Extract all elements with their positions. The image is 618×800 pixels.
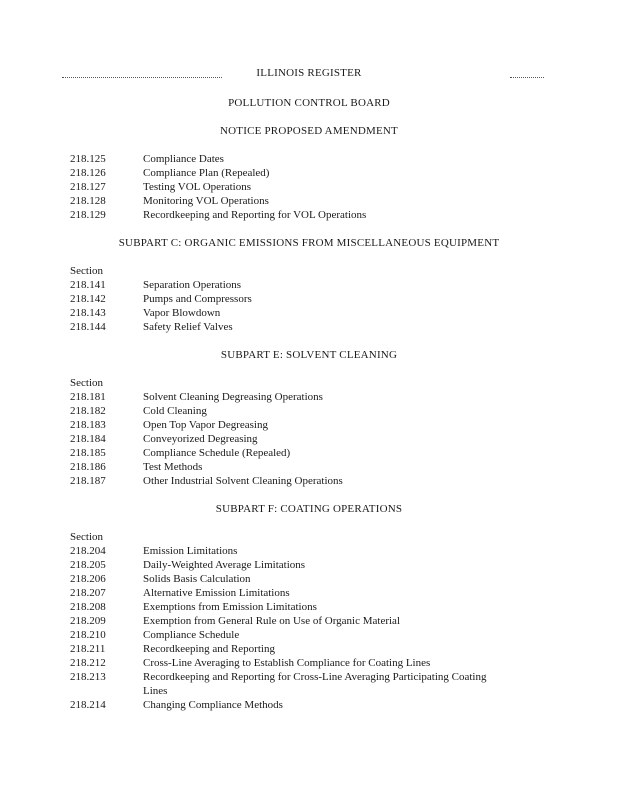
section-title: Compliance Dates <box>143 153 224 165</box>
register-title: ILLINOIS REGISTER <box>256 67 362 79</box>
section-title: Exemptions from Emission Limitations <box>143 601 317 613</box>
section-number: 218.185 <box>70 447 106 459</box>
section-row <box>70 418 540 432</box>
section-row <box>70 642 540 656</box>
section-number: 218.204 <box>70 545 106 557</box>
section-number: 218.207 <box>70 587 106 599</box>
section-title: Changing Compliance Methods <box>143 699 283 711</box>
section-row <box>70 320 540 334</box>
section-title: Cross-Line Averaging to Establish Compliance for Coating Lines <box>143 657 431 669</box>
section-number: 218.213 <box>70 671 106 683</box>
section-row <box>70 404 540 418</box>
section-number: 218.205 <box>70 559 106 571</box>
section-title: Solids Basis Calculation <box>143 573 251 585</box>
section-title: Cold Cleaning <box>143 405 207 417</box>
section-row <box>70 390 540 404</box>
section-number: 218.186 <box>70 461 106 473</box>
section-title: Safety Relief Valves <box>143 321 233 333</box>
section-title: Separation Operations <box>143 279 242 291</box>
section-number: 218.209 <box>70 615 106 627</box>
section-label: Section <box>70 265 103 277</box>
section-title: Open Top Vapor Degreasing <box>143 419 268 431</box>
section-number: 218.187 <box>70 475 106 487</box>
section-row <box>70 446 540 460</box>
section-number: 218.214 <box>70 699 106 711</box>
section-title: Other Industrial Solvent Cleaning Operations <box>143 475 343 487</box>
section-number: 218.126 <box>70 167 106 179</box>
section-title: Daily-Weighted Average Limitations <box>143 559 306 571</box>
section-row <box>70 194 540 208</box>
section-title: Conveyorized Degreasing <box>143 433 258 445</box>
section-number: 218.182 <box>70 405 106 417</box>
section-number: 218.128 <box>70 195 106 207</box>
section-title: Test Methods <box>143 461 203 473</box>
section-row <box>70 544 540 558</box>
section-row <box>70 670 540 698</box>
section-row <box>70 460 540 474</box>
section-row <box>70 208 540 222</box>
section-title: Compliance Plan (Repealed) <box>143 167 270 179</box>
section-title: Pumps and Compressors <box>143 293 252 305</box>
section-title: Exemption from General Rule on Use of Organic Material <box>143 615 400 627</box>
subpart-heading: SUBPART F: COATING OPERATIONS <box>215 503 403 515</box>
section-title: Compliance Schedule <box>143 629 240 641</box>
section-title: Recordkeeping and Reporting <box>143 643 275 655</box>
section-title: Vapor Blowdown <box>143 307 221 319</box>
section-row <box>70 558 540 572</box>
subpart-heading: SUBPART C: ORGANIC EMISSIONS FROM MISCELLANEOUS EQUIPMENT <box>118 237 500 249</box>
section-number: 218.144 <box>70 321 106 333</box>
section-row <box>70 572 540 586</box>
section-row <box>70 474 540 488</box>
section-row <box>70 586 540 600</box>
subpart-heading: SUBPART E: SOLVENT CLEANING <box>220 349 398 361</box>
section-title: Emission Limitations <box>143 545 238 557</box>
section-number: 218.184 <box>70 433 106 445</box>
section-title: Recordkeeping and Reporting for VOL Operations <box>143 209 367 221</box>
section-title: Recordkeeping and Reporting for Cross-Line Averaging Participating Coating <box>143 671 487 683</box>
section-row <box>70 628 540 642</box>
section-row <box>70 278 540 292</box>
section-row <box>70 180 540 194</box>
section-number: 218.143 <box>70 307 106 319</box>
section-number: 218.206 <box>70 573 106 585</box>
section-number: 218.181 <box>70 391 106 403</box>
notice-title: NOTICE PROPOSED AMENDMENT <box>220 125 398 137</box>
section-row <box>70 306 540 320</box>
section-number: 218.212 <box>70 657 106 669</box>
section-title: Alternative Emission Limitations <box>143 587 290 599</box>
section-number: 218.211 <box>70 643 106 655</box>
section-number: 218.125 <box>70 153 106 165</box>
section-row <box>70 166 540 180</box>
section-number: 218.183 <box>70 419 106 431</box>
section-row <box>70 432 540 446</box>
section-row <box>70 656 540 670</box>
section-number: 218.129 <box>70 209 106 221</box>
section-number: 218.142 <box>70 293 106 305</box>
section-row <box>70 614 540 628</box>
section-row <box>70 152 540 166</box>
section-number: 218.127 <box>70 181 106 193</box>
section-title: Solvent Cleaning Degreasing Operations <box>143 391 323 403</box>
board-title: POLLUTION CONTROL BOARD <box>228 97 390 109</box>
section-title-continued: Lines <box>143 685 168 697</box>
section-number: 218.210 <box>70 629 106 641</box>
section-title: Compliance Schedule (Repealed) <box>143 447 291 459</box>
section-title: Testing VOL Operations <box>143 181 251 193</box>
section-row <box>70 292 540 306</box>
section-number: 218.141 <box>70 279 106 291</box>
section-label: Section <box>70 531 103 543</box>
section-number: 218.208 <box>70 601 106 613</box>
section-row <box>70 698 540 712</box>
section-row <box>70 600 540 614</box>
section-label: Section <box>70 377 103 389</box>
section-title: Monitoring VOL Operations <box>143 195 269 207</box>
